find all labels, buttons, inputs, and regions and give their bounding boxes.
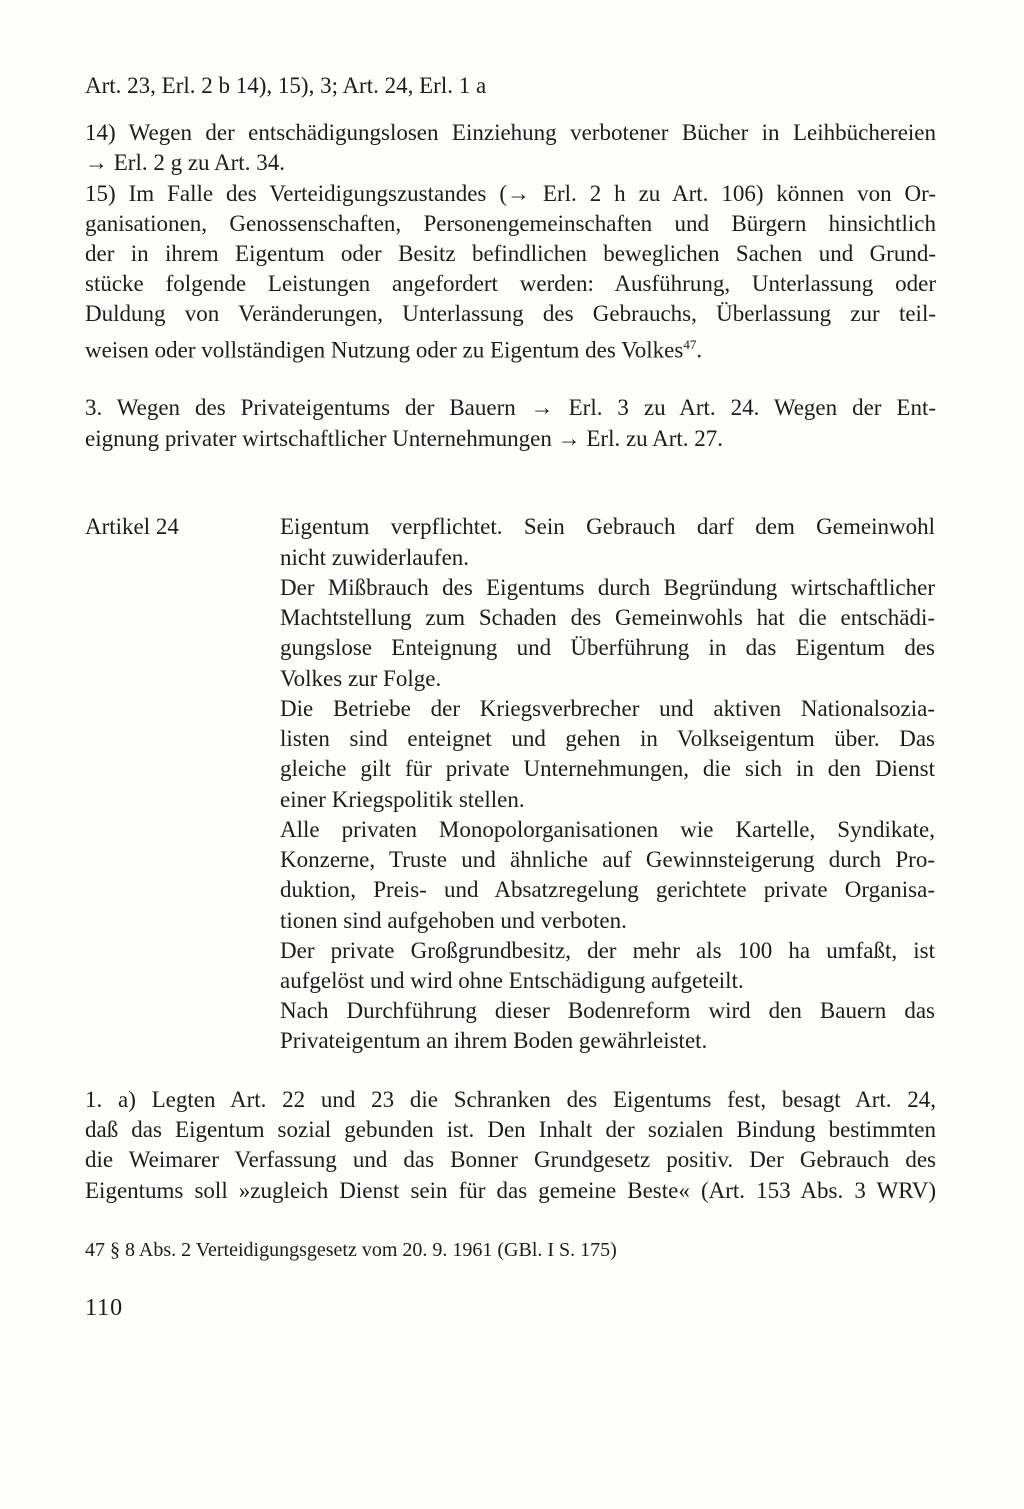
section-3-line: eignung privater wirtschaftlicher Unternehmungen → Erl. zu Art. 27. [85, 426, 724, 451]
header-reference: Art. 23, Erl. 2 b 14), 15), 3; Art. 24, Erl. 1 a [85, 73, 487, 98]
article-line: Eigentum verpflichtet. Sein Gebrauch darf dem Gemeinwohl [280, 514, 935, 539]
note-15-line: stücke folgende Leistungen angefordert werden: Ausführung, Unterlassung oder [85, 271, 936, 296]
commentary-line: 1. a) Legten Art. 22 und 23 die Schranken des Eigentums fest, besagt Art. 24, [85, 1087, 936, 1112]
note-15-line: der in ihrem Eigentum oder Besitz befindlichen beweglichen Sachen und Grund- [85, 241, 936, 266]
article-line: nicht zuwiderlaufen. [280, 545, 470, 570]
commentary-line: daß das Eigentum sozial gebunden ist. Den Inhalt der sozialen Bindung bestimmten [85, 1117, 936, 1142]
commentary-line: die Weimarer Verfassung und das Bonner Grundgesetz positiv. Der Gebrauch des [85, 1147, 936, 1172]
note-15-line: ganisationen, Genossenschaften, Personengemeinschaften und Bürgern hinsichtlich [85, 211, 936, 236]
note-14-line: 14) Wegen der entschädigungslosen Einziehung verbotener Bücher in Leihbüchereien [85, 120, 936, 145]
article-line: gungslose Enteignung und Überführung in das Eigentum des [280, 635, 935, 660]
article-line: tionen sind aufgehoben und verboten. [280, 908, 627, 933]
article-line: Privateigentum an ihrem Boden gewährleistet. [280, 1028, 708, 1053]
article-line: Die Betriebe der Kriegsverbrecher und aktiven Nationalsozia- [280, 696, 935, 721]
article-line: duktion, Preis- und Absatzregelung gerichtete private Organisa- [280, 877, 935, 902]
note-15-line: Duldung von Veränderungen, Unterlassung des Gebrauchs, Überlassung zur teil- [85, 301, 936, 326]
article-line: Nach Durchführung dieser Bodenreform wird den Bauern das [280, 998, 935, 1023]
section-3-line: 3. Wegen des Privateigentums der Bauern → Erl. 3 zu Art. 24. Wegen der Ent- [85, 395, 936, 420]
article-label: Artikel 24 [85, 514, 179, 539]
note-15-line: weisen oder vollständigen Nutzung oder zu Eigentum des Volkes [85, 337, 684, 363]
footnote: 47 § 8 Abs. 2 Verteidigungsgesetz vom 20. 9. 1961 (GBl. I S. 175) [85, 1239, 617, 1261]
article-line: Alle privaten Monopolorganisationen wie Kartelle, Syndikate, [280, 817, 935, 842]
note-15-line: 15) Im Falle des Verteidigungszustandes (→ Erl. 2 h zu Art. 106) können von Or- [85, 181, 936, 206]
article-line: Machtstellung zum Schaden des Gemeinwohls hat die entschädi- [280, 605, 935, 630]
article-line: aufgelöst und wird ohne Entschädigung aufgeteilt. [280, 968, 744, 993]
commentary-line: Eigentums soll »zugleich Dienst sein für das gemeine Beste« (Art. 153 Abs. 3 WRV) [85, 1178, 936, 1203]
article-line: Der Mißbrauch des Eigentums durch Begründung wirtschaftlicher [280, 575, 935, 600]
footnote-reference: 47 [683, 337, 697, 352]
article-line: Volkes zur Folge. [280, 666, 442, 691]
page-number: 110 [85, 1295, 124, 1321]
note-14-line: → Erl. 2 g zu Art. 34. [85, 150, 285, 175]
article-line: gleiche gilt für private Unternehmungen, die sich in den Dienst [280, 756, 935, 781]
article-line: einer Kriegspolitik stellen. [280, 787, 525, 812]
note-15-end: . [696, 337, 703, 363]
note-15-last-line [85, 330, 702, 365]
article-line: Der private Großgrundbesitz, der mehr als 100 ha umfaßt, ist [280, 938, 935, 963]
article-line: Konzerne, Truste und ähnliche auf Gewinnsteigerung durch Pro- [280, 847, 935, 872]
article-line: listen sind enteignet und gehen in Volkseigentum über. Das [280, 726, 935, 751]
